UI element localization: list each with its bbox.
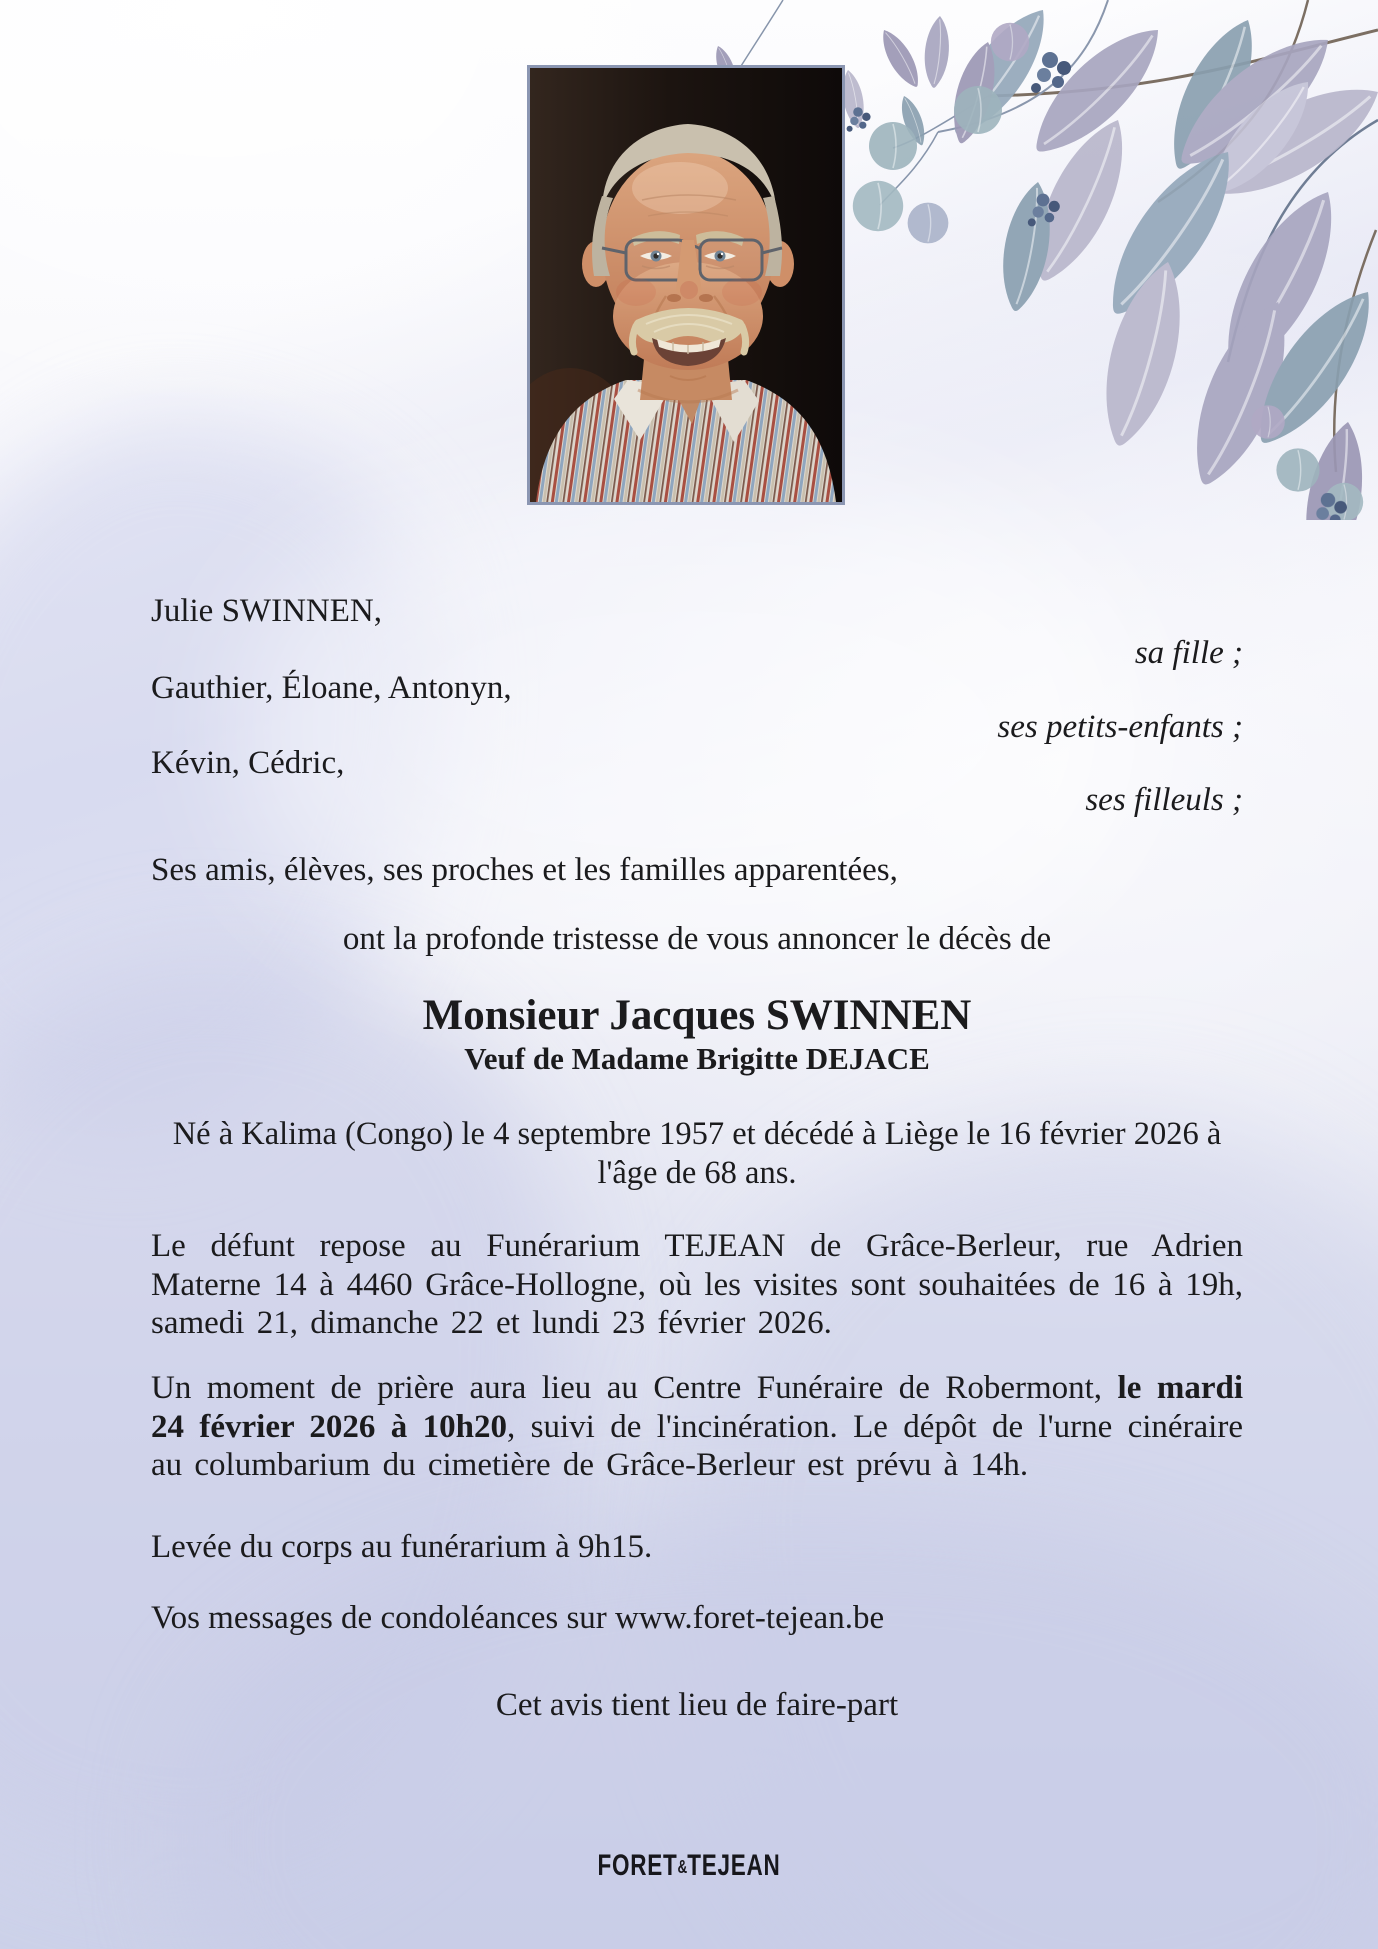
portrait-photo — [527, 65, 845, 505]
friends-line: Ses amis, élèves, ses proches et les familles apparentées, — [151, 852, 898, 888]
deceased-subtitle: Veuf de Madame Brigitte DEJACE — [464, 1041, 930, 1076]
deceased-name-heading: Monsieur Jacques SWINNEN — [422, 992, 972, 1039]
family-names-line: Julie SWINNEN, — [151, 593, 382, 629]
funeral-home-logo — [0, 1849, 1378, 1883]
logo-part-2: TEJEAN — [687, 1849, 781, 1882]
prayer-text: , suivi de l'incinération. Le dépôt de l'urne cinéraire au columbarium du cimetière de Grâce-Berleur est prévu à 14h. — [151, 1408, 1243, 1483]
family-names-line: Kévin, Cédric, — [151, 745, 345, 781]
prayer-date-bold: le mardi 24 février 2026 à 10h20 — [151, 1370, 1243, 1445]
logo-ampersand: & — [677, 1857, 688, 1877]
relation-label: sa fille ; — [1134, 635, 1243, 671]
prayer-text: Un moment de prière aura lieu au Centre Funéraire de Robermont, — [151, 1370, 1118, 1406]
logo-part-1: FORET — [597, 1849, 678, 1882]
notice-line: Cet avis tient lieu de faire-part — [495, 1687, 899, 1723]
birth-death-paragraph: Né à Kalima (Congo) le 4 septembre 1957 et décédé à Liège le 16 février 2026 à l'âge de 68 ans. — [172, 1116, 1222, 1191]
announcement-line: ont la profonde tristesse de vous annoncer le décès de — [342, 921, 1052, 957]
repose-paragraph: Le défunt repose au Funérarium TEJEAN de Grâce-Berleur, rue Adrien Materne 14 à 4460 Grâce-Hollogne, où les visites sont souhaitées de 16 à 19h, samedi 21, dimanche 22 et lundi 23 février 2026. — [151, 1228, 1243, 1341]
relation-label: ses petits-enfants ; — [997, 709, 1243, 745]
relation-label: ses filleuls ; — [1085, 782, 1243, 818]
family-names-line: Gauthier, Éloane, Antonyn, — [151, 670, 512, 706]
prayer-paragraph — [151, 1369, 1243, 1485]
condolences-line: Vos messages de condoléances sur www.foret-tejean.be — [151, 1600, 885, 1636]
levee-line: Levée du corps au funérarium à 9h15. — [151, 1529, 653, 1565]
